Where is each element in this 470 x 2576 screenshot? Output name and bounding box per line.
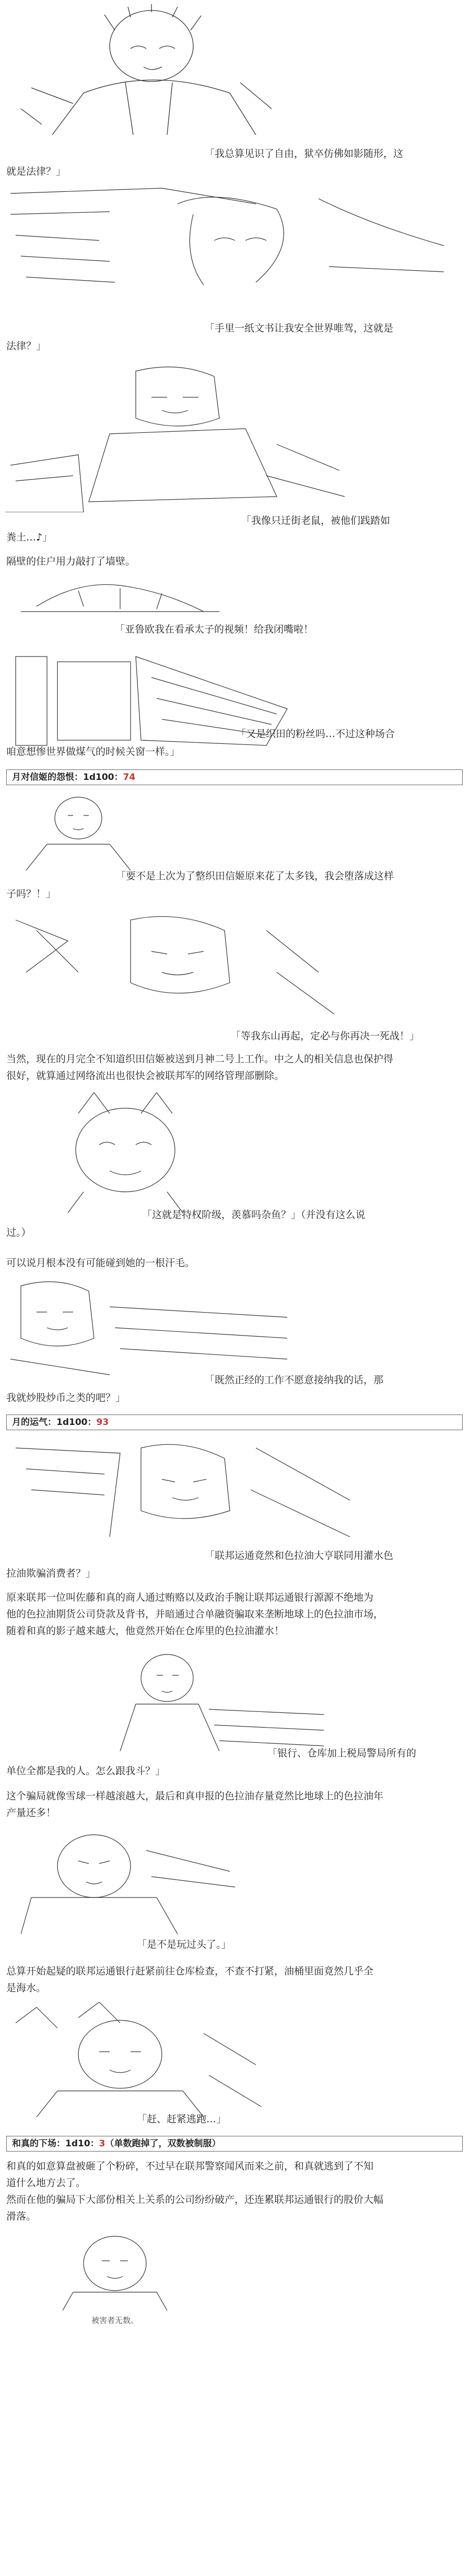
dialogue-2-cont: 法律？」 <box>6 340 46 352</box>
dialogue-12-cont: 我就炒股炒币之类的吧？」 <box>6 1392 126 1404</box>
dialogue-3: 「我像只迁街老鼠，被他们践踏如 <box>241 515 391 526</box>
dialogue-15-cont: 单位全都是我的人。怎么跟我斗？」 <box>6 1765 166 1777</box>
dialogue-7-cont: 子吗？！」 <box>6 888 56 900</box>
ascii-art-character-6 <box>47 1092 204 1213</box>
dialogue-3-cont: 粪土…♪」 <box>6 532 53 543</box>
ascii-art-character-3 <box>5 361 350 512</box>
ascii-art-character-10 <box>21 1830 240 1934</box>
dice-roll-1-value: 74 <box>123 772 136 783</box>
dice-roll-3-value: 3 <box>99 2138 105 2149</box>
narration-3: 可以说月根本没有可能碰到她的一根汗毛。 <box>6 1257 195 1269</box>
dialogue-6: 「又是织田的粉丝吗…不过这种场合 <box>236 728 395 740</box>
dialogue-13: 「联邦运通竟然和色拉油大亨联同用灌水色 <box>205 1550 394 1561</box>
dialogue-6-cont: 咱意想惨世界做煤气的时候关窗一样。」 <box>6 746 180 757</box>
dialogue-2: 「手里一纸文书让我安全世界唯驾，这就是 <box>205 323 394 334</box>
dice-roll-3-note: （单数跑掉了，双数被制服） <box>105 2138 221 2149</box>
narration-6: 总算开始起疑的联邦运通银行赶紧前往仓库检查，不查不打紧，油桶里面竟然几乎全 是海水。 <box>6 1965 374 1994</box>
dice-roll-2-value: 93 <box>96 1417 109 1428</box>
dialogue-10-cont: 过。） <box>6 1227 31 1238</box>
narration-2: 当然，现在的月完全不知道织田信姬被送到月神二号上工作。中之人的相关信息也保护得 很好，就算通过网络流出也很快会被联邦军的网络管理部删除。 <box>6 1053 394 1082</box>
ascii-art-character-12 <box>52 2232 178 2310</box>
dialogue-1: 「我总算见识了自由，狱卒仿佛如影随形，这 <box>205 148 404 159</box>
ascii-art-wall <box>16 575 225 617</box>
ascii-art-character-5 <box>5 910 339 1019</box>
dialogue-5: 「亚鲁欧我在看承太子的视频！给我闭嘴啦！ <box>115 624 314 635</box>
dialogue-10: 「这就是特权阶级，羡慕吗杂鱼？」（并没有这么说 <box>142 1209 366 1221</box>
ascii-art-character-7 <box>5 1275 298 1380</box>
caption-final: 被害者无数。 <box>91 2316 139 2325</box>
ascii-art-character-2 <box>5 183 454 288</box>
dice-roll-2: 月的运气：1d100：93 <box>6 1414 463 1430</box>
ascii-art-character-1 <box>10 4 282 135</box>
ascii-art-character-4 <box>16 792 172 870</box>
ascii-art-character-8 <box>5 1438 360 1542</box>
narration-1: 隔壁的住户用力敲打了墙壁。 <box>6 556 136 567</box>
dialogue-7: 「要不是上次为了整织田信姬原来花了太多钱，我会堕落成这样 <box>116 870 394 882</box>
dialogue-19: 「赶、赶紧逃跑…」 <box>137 2113 227 2125</box>
dialogue-13-cont: 拉油欺骗消费者？」 <box>6 1568 96 1579</box>
dialogue-15: 「银行、仓库加上税局警局所有的 <box>267 1747 417 1759</box>
dialogue-8: 「等我东山再起，定必与你再决一死战！」 <box>231 1030 420 1042</box>
dialogue-12: 「既然正经的工作不愿意接纳我的话，那 <box>205 1374 384 1386</box>
narration-4: 原来联邦一位叫佐藤和真的商人通过贿赂以及政治手腕让联邦运通银行源源不绝地为 他的色拉油期货公司贷款及背书，并暗通过合单融资骗取来垄断地球上的色拉油市场， 随着和真的影子越来越大，他竟然开始在仓库里的色拉油灌水！ <box>6 1592 384 1637</box>
dice-roll-3: 和真的下场：1d10：3（单数跑掉了，双数被制服） <box>6 2136 463 2152</box>
narration-7: 和真的如意算盘被砸了个粉碎，不过早在联邦警察闻风而来之前，和真就逃到了不知 道什么地方去了。 然而在他的骗局下大部份相关上关系的公司纷纷破产，还连累联邦运通银行的股价大幅 滑落。 <box>6 2160 384 2222</box>
dialogue-1-cont: 就是法律？」 <box>6 166 66 177</box>
dialogue-17: 「是不是玩过头了。」 <box>137 1939 231 1950</box>
ascii-art-character-11 <box>5 2002 266 2117</box>
narration-5: 这个骗局就像雪球一样越滚越大，最后和真申报的色拉油存量竟然比地球上的色拉油年 产量还多！ <box>6 1790 384 1819</box>
dice-roll-1: 月对信姬的怨恨：1d100：74 <box>6 769 463 785</box>
ascii-art-character-9 <box>104 1647 334 1751</box>
